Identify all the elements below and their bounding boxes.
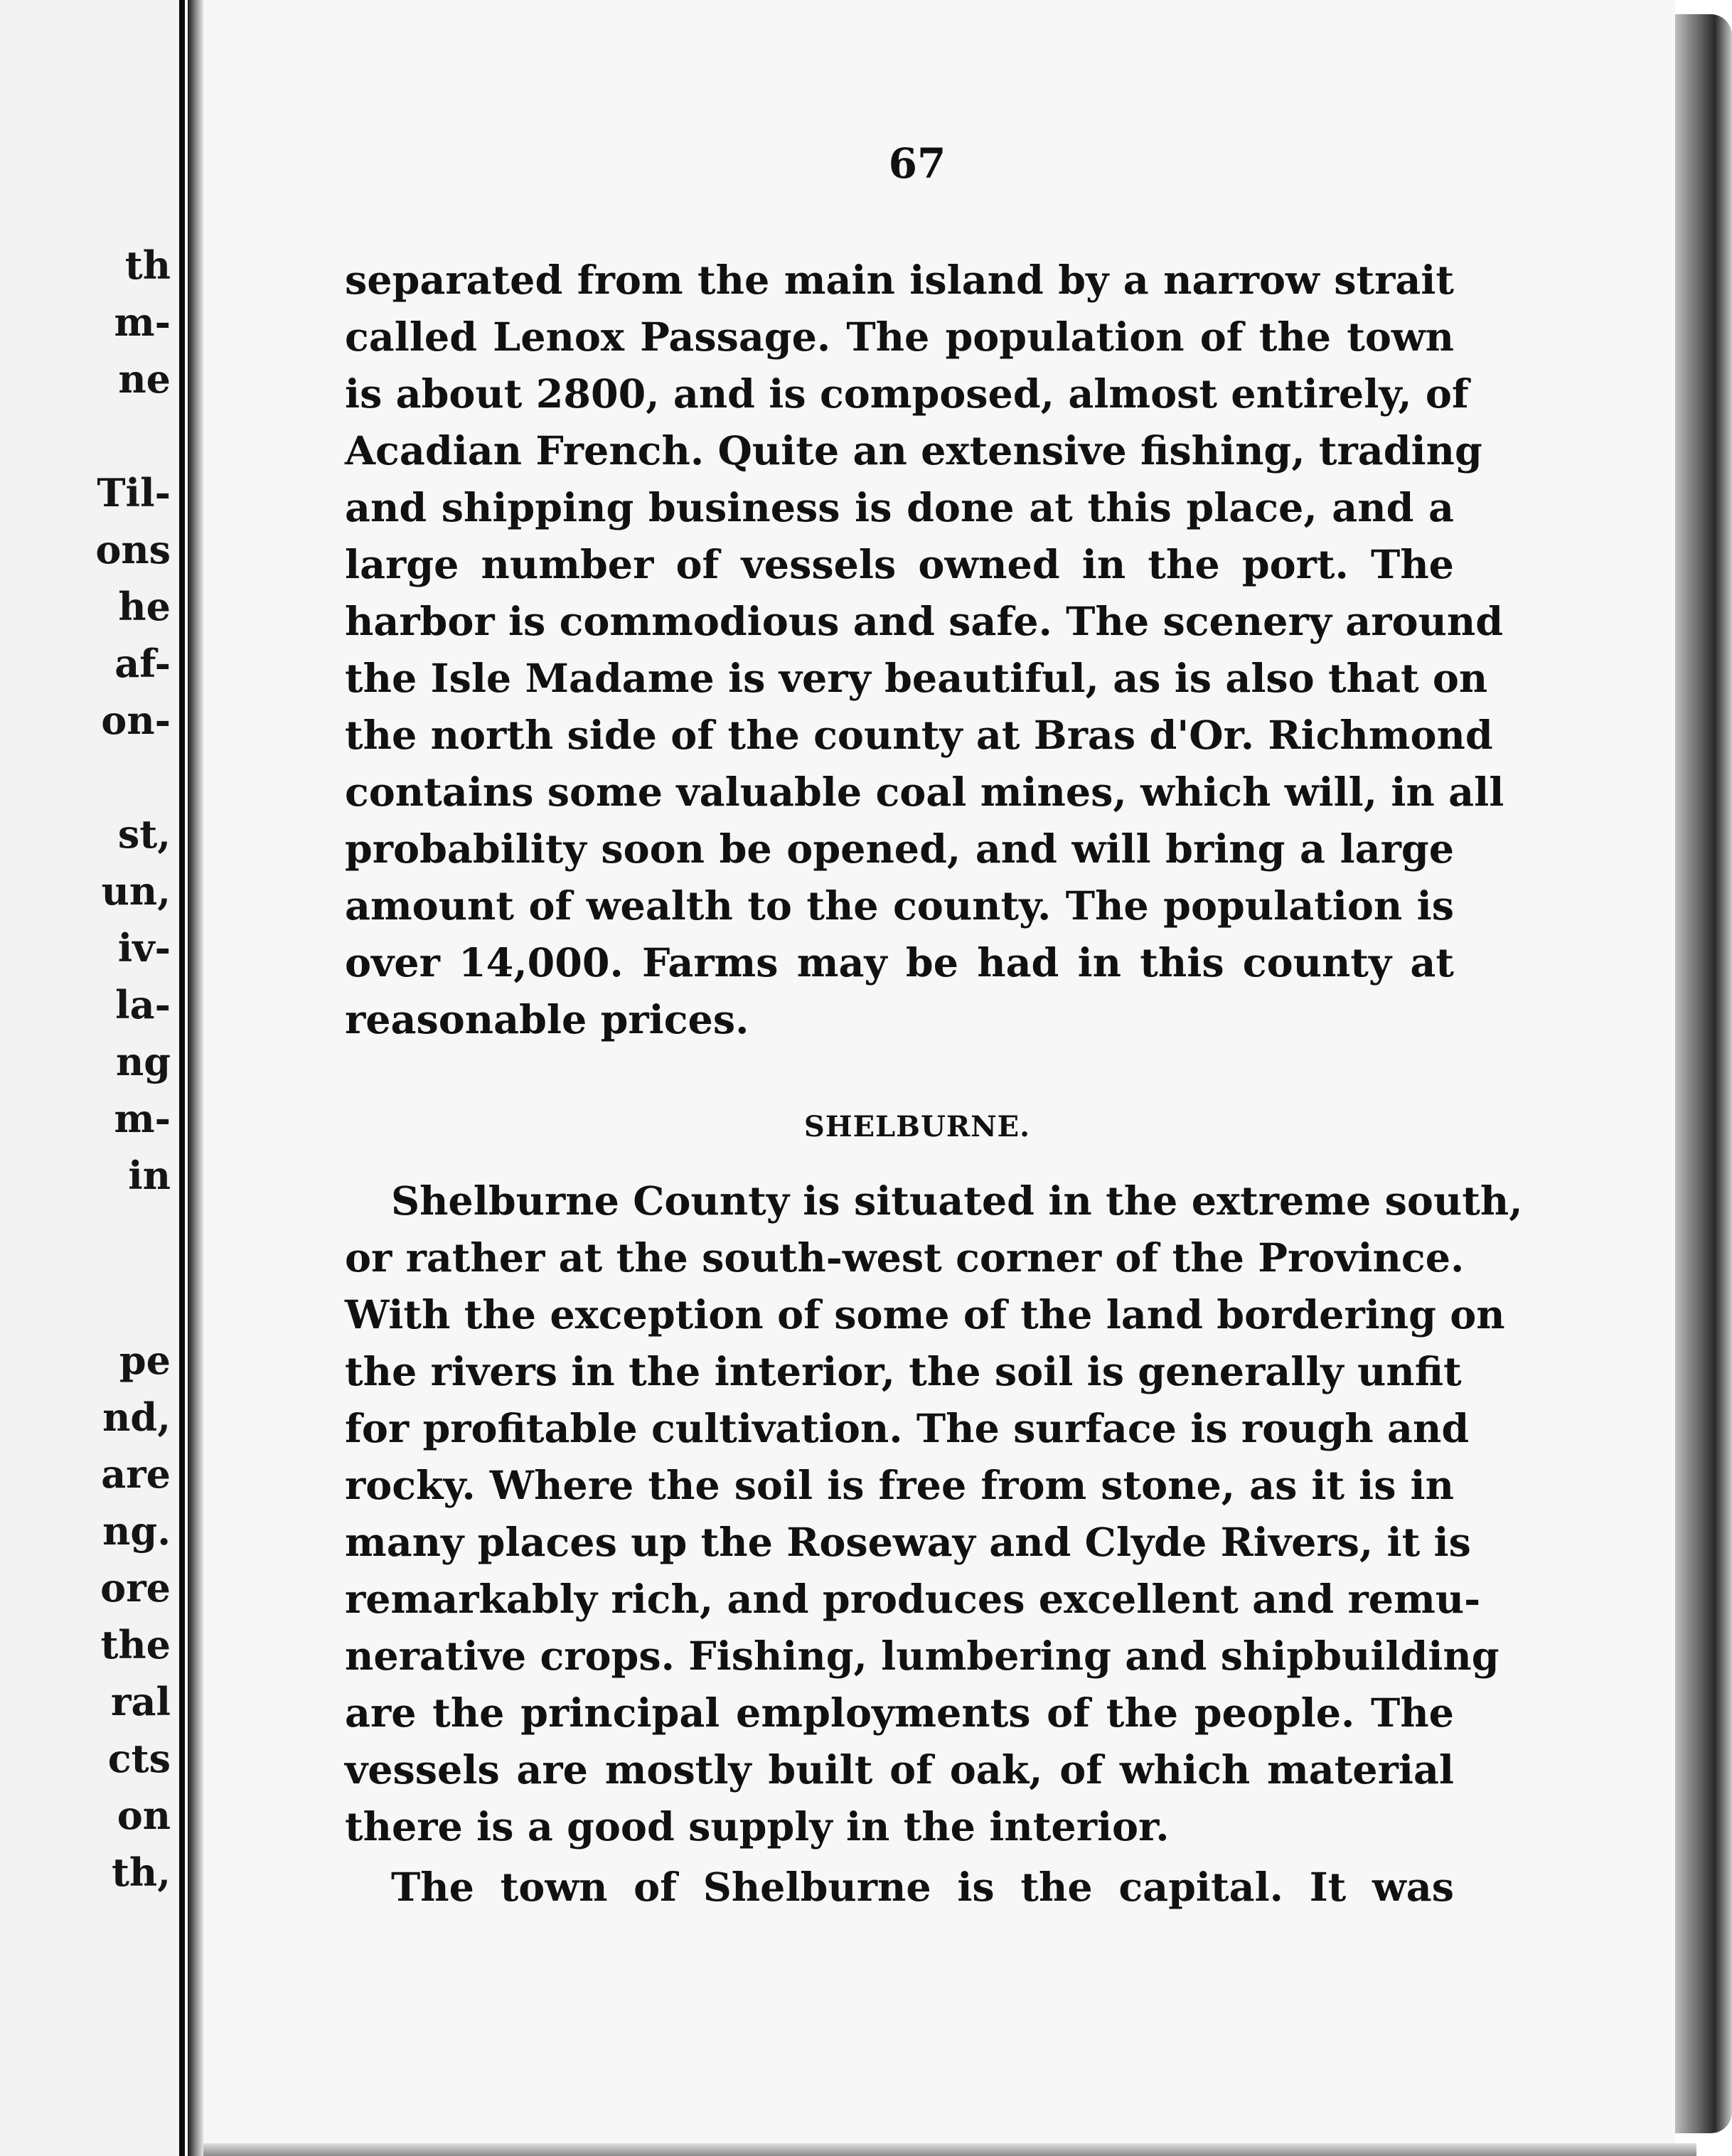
text-line: remarkably rich, and produces excellent and remu- [345,1576,1481,1623]
text-line: there is a good supply in the interior. [345,1804,1170,1850]
text-line: many places up the Roseway and Clyde Rivers, it is [345,1520,1471,1566]
text-line: for profitable cultivation. The surface is rough and [345,1406,1470,1452]
text-line: large number of vessels owned in the port. The [345,542,1454,588]
fragment-text: th, [111,1850,171,1895]
fragment-text: ore [100,1565,171,1611]
text-line: amount of wealth to the county. The population is [345,883,1454,929]
fragment-text: are [101,1451,171,1497]
previous-page-fragment [0,0,181,2156]
fragment-text: the [100,1622,171,1667]
text-line: With the exception of some of the land bordering on [345,1292,1505,1338]
fragment-text: st, [117,811,171,857]
fragment-text: pe [119,1338,171,1383]
text-line: or rather at the south-west corner of the Province. [345,1235,1465,1281]
fragment-text: on- [101,698,171,743]
fragment-text: on [117,1793,171,1838]
page-bottom-edge [203,2143,1696,2156]
fragment-text: m- [114,1096,171,1141]
text-line: called Lenox Passage. The population of the town [345,314,1454,361]
text-line: vessels are mostly built of oak, of which material [345,1747,1454,1793]
page-gutter-line [179,0,185,2156]
text-line: is about 2800, and is composed, almost entirely, of [345,371,1469,417]
fragment-text: ng. [102,1508,171,1554]
text-line: nerative crops. Fishing, lumbering and shipbuilding [345,1633,1500,1680]
text-line: Shelburne County is situated in the extreme south, [391,1178,1523,1224]
page-edge [1675,14,1732,2133]
text-line: probability soon be opened, and will bring a large [345,826,1454,872]
fragment-text: th [124,242,171,288]
fragment-text: nd, [102,1394,171,1440]
fragment-text: in [128,1153,171,1198]
text-line: reasonable prices. [345,997,749,1043]
fragment-text: iv- [117,925,171,971]
fragment-text: cts [107,1736,171,1781]
text-line: are the principal employments of the people. The [345,1690,1454,1736]
page-number: 67 [888,139,946,188]
fragment-text: he [118,584,171,629]
text-line: separated from the main island by a narrow strait [345,257,1454,304]
text-line: contains some valuable coal mines, which will, in all [345,769,1504,816]
page-gutter-shadow [188,0,203,2156]
text-line: the north side of the county at Bras d'Or. Richmond [345,713,1493,759]
fragment-text: ng [115,1039,171,1084]
fragment-text: ne [118,356,171,402]
section-heading: SHELBURNE. [803,1110,1031,1143]
text-line: Acadian French. Quite an extensive fishing, trading [345,428,1482,474]
fragment-text: la- [115,982,171,1028]
fragment-text: ons [95,527,171,572]
text-line: harbor is commodious and safe. The scenery around [345,599,1504,645]
fragment-text: Til- [97,470,171,516]
fragment-text: ral [111,1679,171,1724]
text-line: the rivers in the interior, the soil is generally unfit [345,1349,1462,1395]
fragment-text: m- [114,299,171,345]
text-line: rocky. Where the soil is free from stone, as it is in [345,1463,1454,1509]
text-line: The town of Shelburne is the capital. It was [391,1864,1454,1911]
text-line: the Isle Madame is very beautiful, as is also that on [345,656,1488,702]
fragment-text: un, [101,868,171,914]
text-line: and shipping business is done at this place, and a [345,485,1454,531]
fragment-text: af- [114,641,171,686]
text-line: over 14,000. Farms may be had in this county at [345,940,1454,986]
